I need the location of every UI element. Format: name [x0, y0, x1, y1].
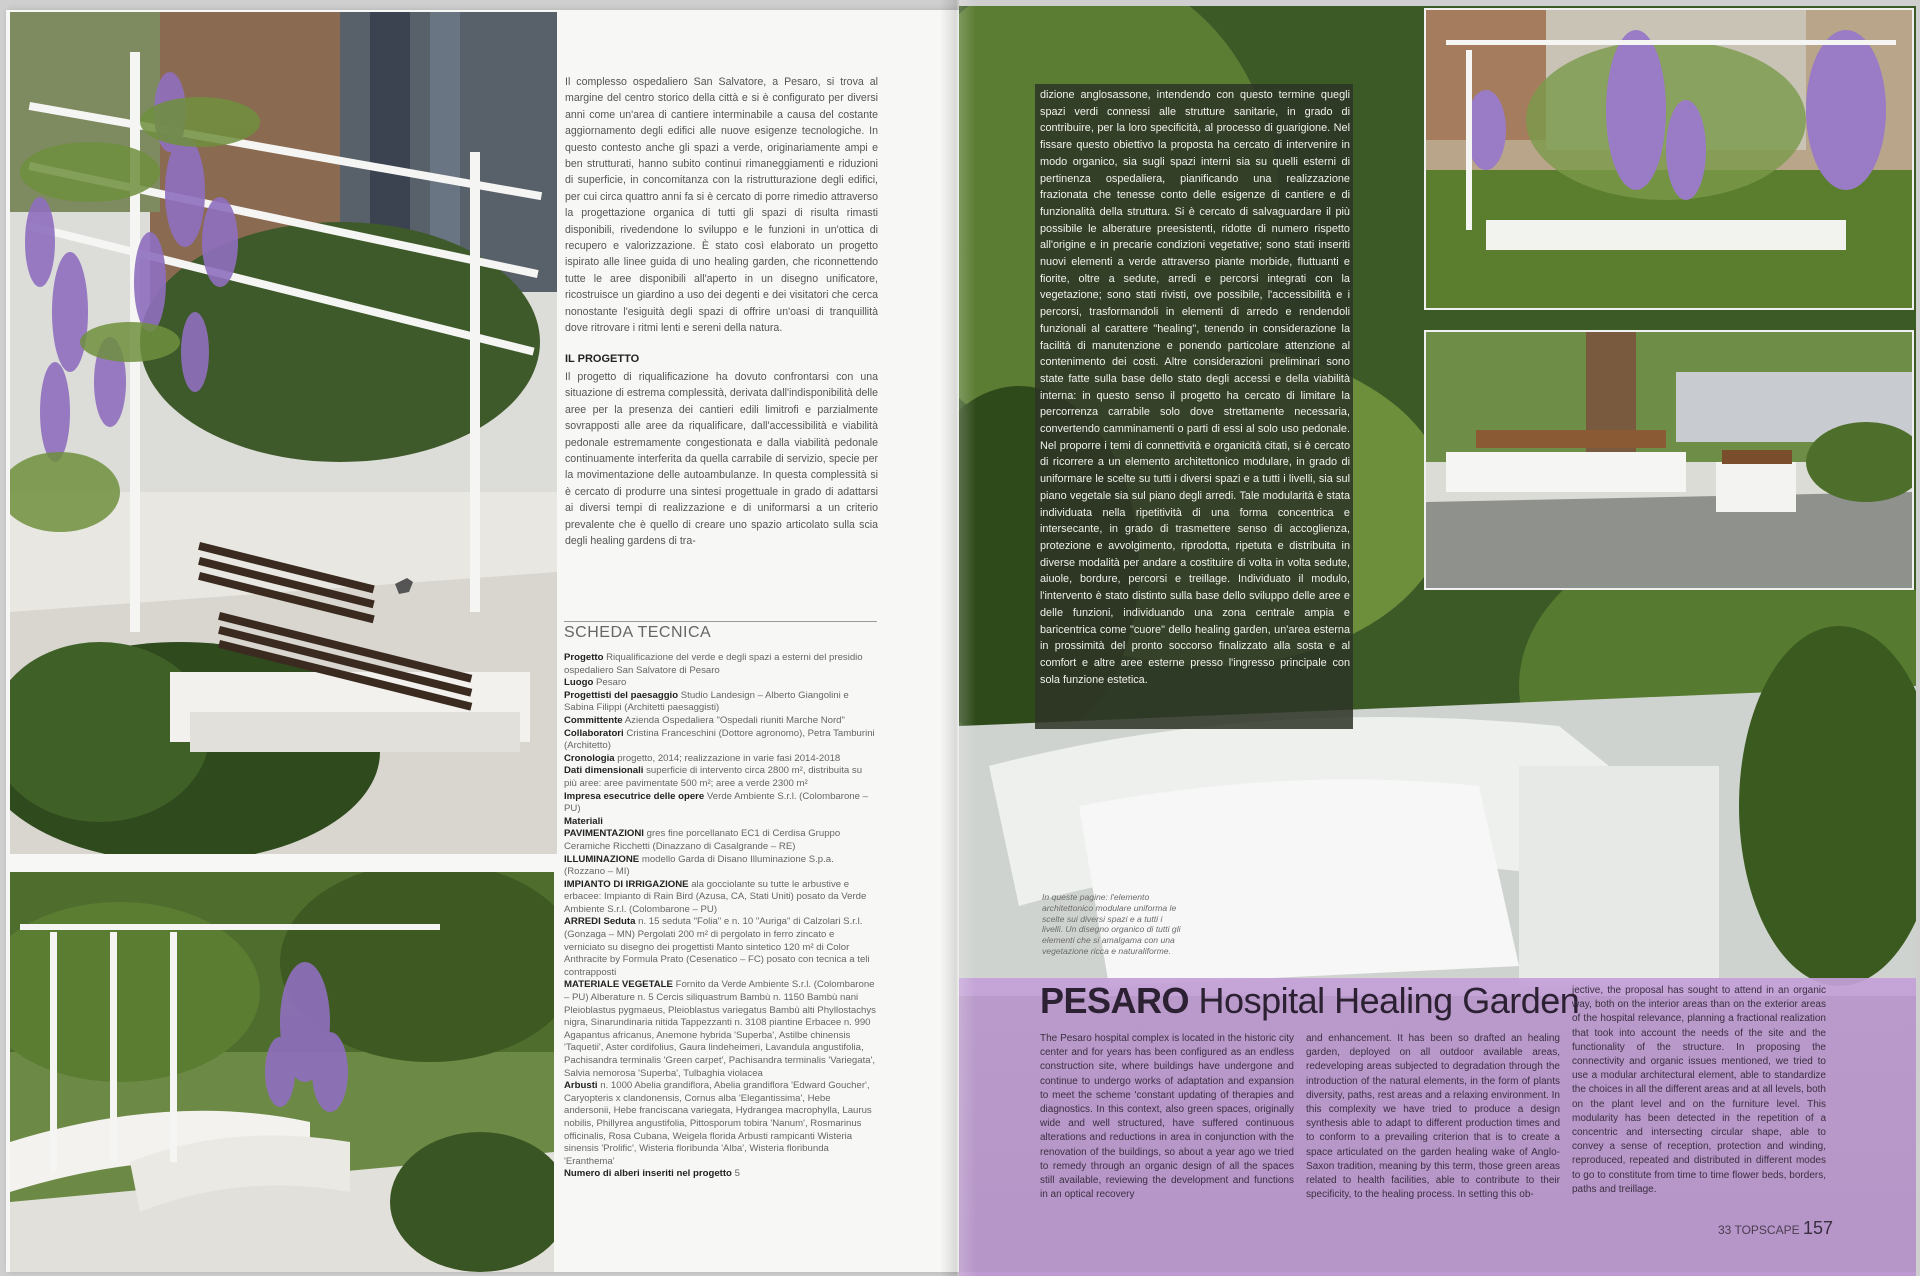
tech-entry: Progettisti del paesaggio Studio Landesign – Alberto Giangolini e Sabina Filippi (Architetti paesaggisti): [564, 689, 849, 714]
continuation-paragraph: dizione anglosassone, intendendo con questo termine quegli spazi verdi connessi alle strutture sanitarie, in grado di contribuire, per la loro specificità, al processo di guarigione. Nel fissare questo obiettivo la proposta ha cercato di intervenire in modo organico, sia sugli spazi interni sia su quelli esterni di pertinenza ospedaliera, pianificando una realizzazione frazionata che tenesse conto delle esigenze di cantiere e di funzionalità della struttura. Si è cercato di salvaguardare il più possibile le alberature preesistenti, ridotte di numero rispetto all'origine e in precarie condizioni vegetative; sono stati inseriti nuovi elementi a verde attraverso piante morbide, fluttuanti e fiorite, oltre a sedute, arredi e percorsi integrati con la vegetazione; sono stati rivisti, ove possibile, l'accessibilità e i percorsi, trasformandoli in elementi di arredo e rendendoli funzionali al carattere "healing", tenendo in considerazione la facilità di manutenzione e ponendo particolare attenzione al contenimento dei costi. Altre considerazioni preliminari sono state fatte sulla base dello stato degli accessi e della viabilità interna: in questo senso il progetto ha cercato di limitare la percorrenza carrabile solo dove strettamente necessaria, convertendo camminamenti o parti di essi al solo uso pedonale. Nel proporre i temi di connettività e organicità citati, si è cercato di ricorrere a un elemento architettonico modulare, in grado di uniformare le scelte su tutti i diversi spazi e a tutti i livelli, sia sul piano vegetale sia sul piano degli arredi. Tale modularità è stata individuata nella ripetitività di una forma concentrica e intersecante, in grado di trasmettere senso di accoglienza, protezione e avvolgimento, riprodotta, ripetuta e distribuita in diverse modalità per andare a costituire di volta in volta sedute, aiuole, bordure, percorsi e treillage. Individuato il modulo, l'intervento è stato distinto sulla base dello sviluppo delle aree e delle funzioni, individuando una zona centrale ampia e baricentrica come "cuore" dello healing garden, un'area esterna in prossimità del pronto soccorso finalizzato alla sosta e al comfort e altre aree esterne presso l'ingresso principale con sola funzione estetica.: [1040, 89, 1350, 686]
seating-garden-photo: [10, 872, 554, 1272]
intro-paragraph: Il complesso ospedaliero San Salvatore, a Pesaro, si trova al margine del centro storico della città e si è configurato per diversi anni come un'area di cantiere interminabile a causa del costante aggiornamento degli edifici alle nuove esigenze tecnologiche. In questo contesto anche gli spazi a verde, originariamente ampi e ben strutturati, hanno subito continui rimaneggiamenti e riduzioni di superficie, in concomitanza con la ristrutturazione degli edifici, per cui circa quattro anni fa si è cercato di porre rimedio attraverso la progettazione organica di tutti gli spazi di risulta rimasti disponibili, rivedendone lo sviluppo e le funzioni in un'ottica di recupero e valorizzazione. È stato così elaborato un progetto ispirato alle linee guida di uno healing garden, che riconnettendo tutte le aree disponibili all'aperto in un disegno unificatore, ricostruisce un giardino a uso dei degenti e dei visitatori che cerca nonostante l'esiguità degli spazi di offrire un'oasi di tranquillità dove ritrovare i ritmi lenti e sereni della natura.: [565, 76, 878, 335]
tech-entry: ILLUMINAZIONE modello Garda di Disano Illuminazione S.p.a. (Rozzano – MI): [564, 853, 834, 878]
folio-page-number: 157: [1802, 1218, 1833, 1238]
scheda-title: SCHEDA TECNICA: [564, 624, 712, 641]
tech-entry: Committente Azienda Ospedaliera "Ospedali riuniti Marche Nord": [564, 714, 845, 726]
page-folio: [1718, 1218, 1833, 1239]
photo-caption: In queste pagine: l'elemento architettonico modulare uniforma le scelte sui diversi spazi e a tutti i livelli. Un disegno organico di tutti gli elementi che si amalgama con una vegetazione ricca e naturaliforme.: [1042, 892, 1181, 956]
english-column-2: and enhancement. It has been so drafted an healing garden, deployed on all outdoor available areas, redeveloping areas subjected to degradation through the introduction of the natural elements, in the form of plants diversity, paths, rest areas and a relaxing environment. In this complexity we have tried to produce a design synthesis able to adapt to different production times and to conform to a prevailing criterion that is to create a space articulated on the garden healing wake of Anglo-Saxon tradition, meaning by this term, those green areas related to health facilities, able to contribute to their specificity, to the healing process. In setting this ob-: [1306, 1033, 1560, 1201]
tech-entry: Progetto Riqualificazione del verde e degli spazi a esterni del presidio ospedaliero San Salvatore di Pesaro: [564, 652, 863, 676]
tech-entry: Collaboratori Cristina Franceschini (Dottore agronomo), Petra Tamburini (Architetto): [564, 727, 875, 752]
article-title-bold: PESARO: [1040, 980, 1190, 1021]
english-column-3: jective, the proposal has sought to attend in an organic way, both on the interior areas than on the exterior areas of the hospital relevance, planning a fractional realization that took into account the needs of the site and the functionality of the structure. In proposing the connectivity and organic issues mentioned, we tried to use a modular architectural element, able to standardize the choices in all the different areas and at all levels, both on the plant level and on the furniture level. This modularity has been detected in the repetition of a concentric and intersecting circular shape, able to convey a sense of reception, protection and winding, reproduced, repeated and distributed in different modes to go to constitute from time to time flower beds, borders, paths and treillage.: [1572, 985, 1826, 1195]
pergola-wisteria-photo-2: [1424, 8, 1914, 310]
tech-entry: MATERIALE VEGETALE Fornito da Verde Ambiente S.r.l. (Colombarone – PU) Alberature n. 5 Cercis siliquastrum Bambù n. 1150 Bambù nani Pleioblastus pygmaeus, Pleioblastus variegatus Bambù alti Phyllostachys nigra, Sinarundinaria nitida Tappezzanti n. 3108 piantine Erbacee n. 990 Agapantus africanus, Anemone hybrida 'Superba', Astilbe chinensis 'Taquetii', Aster cordifolius, Gaura lindeheimeri, Lavandula angustifolia, Pachisandra terminalis 'Green carpet', Pachisandra terminalis 'Variegata', Salvia nemorosa 'Superba', Tulbaghia violacea: [564, 979, 876, 1079]
tech-entry: Impresa esecutrice delle opere Verde Ambiente S.r.l. (Colombarone – PU): [564, 790, 868, 815]
tech-entry: PAVIMENTAZIONI gres fine porcellanato EC1 di Cerdisa Gruppo Ceramiche Ricchetti (Dinazzano di Casalgrande – RE): [564, 828, 841, 852]
wisteria-pergola-photo: [10, 12, 557, 854]
english-column-1: The Pesaro hospital complex is located in the historic city center and for years has been configured as an endless construction site, where buildings have undergone and continue to undergo works of adaptation and expansion to meet the scheme 'constant updating of therapies and diagnostics. In this context, also green spaces, originally wide and well structured, have suffered continuous alterations and reductions in area in conjunction with the renovation of the buildings, so about a year ago we tried to remedy through an organic design of all the spaces still available, reviewing the development and functions in an optical recovery: [1040, 1033, 1294, 1201]
tech-entry: Numero di alberi inseriti nel progetto 5: [564, 1168, 740, 1180]
tech-entry: Luogo Pesaro: [564, 677, 627, 689]
tech-entry: Materiali: [564, 815, 603, 827]
folio-issue: 33 TOPSCAPE: [1718, 1223, 1800, 1237]
benches-courtyard-photo: [1424, 330, 1914, 590]
tech-sheet: [564, 652, 877, 1181]
intro-text-column: [565, 74, 878, 563]
tech-entry: IMPIANTO DI IRRIGAZIONE ala gocciolante su tutte le arbustive e erbacee: Impianto di Rain Bird (Azusa, CA, Stati Uniti) posato da Verde Ambiente S.r.l. (Colombarone – PU): [564, 878, 867, 915]
tech-entry: Arbusti n. 1000 Abelia grandiflora, Abelia grandiflora 'Edward Goucher', Caryopteris x clandonensis, Cornus alba 'Elegantissima', Hebe andersonii, Hebe franciscana variegata, Hydrangea macrophylla, Laurus nobilis, Phillyrea angustifolia, Pittosporum tobira 'Nanum', Rosmarinus officinalis, Rosa Cubana, Weigela florida Arbusti rampicanti Wisteria sinensis 'Prolific', Wisteria floribunda 'Alba', Wisteria floribunda 'Eranthema': [564, 1080, 872, 1167]
tech-entry: Cronologia progetto, 2014; realizzazione in varie fasi 2014-2018: [564, 752, 841, 764]
scheda-divider: [564, 621, 877, 622]
tech-entry: Dati dimensionali superficie di intervento circa 2800 m², distribuita su più aree: aree pavimentate 500 m²; aree a verde 2300 m²: [564, 765, 863, 789]
article-title-light: Hospital Healing Garden: [1189, 980, 1580, 1021]
continuation-text-panel: [1035, 84, 1353, 729]
article-title: [1040, 980, 1579, 1022]
tech-entry: ARREDI Seduta n. 15 seduta "Folia" e n. 10 "Auriga" di Calzolari S.r.l. (Gonzaga – MN) Pergolati 200 m² di pergolato in ferro zincato e verniciato su disegno dei progettisti Manto sintetico 120 m² di Color Anthracite by Formula Prato (Cesenatico – FC) posato con tecnica a teli contrapposti: [564, 916, 870, 978]
section-heading: IL PROGETTO: [565, 352, 640, 365]
progetto-paragraph: Il progetto di riqualificazione ha dovuto confrontarsi con una situazione di estrema complessità, derivata dall'indisponibilità delle aree per la presenza dei cantieri edili limitrofi e parzialmente sovrapposti alle aree da riqualificare, dall'accessibilità e viabilità pedonale estremamente congestionata e dalla viabilità pedonale continuamente interferita da quella carrabile di servizio, specie per la movimentazione delle autoambulanze. In questa complessità si è cercato di produrre una sintesi progettuale in grado di adattarsi ai diversi tempi di realizzazione e di uniformarsi a un criterio prevalente che è quello di creare uno spazio articolato sulla scia degli healing gardens di tra-: [565, 370, 878, 547]
